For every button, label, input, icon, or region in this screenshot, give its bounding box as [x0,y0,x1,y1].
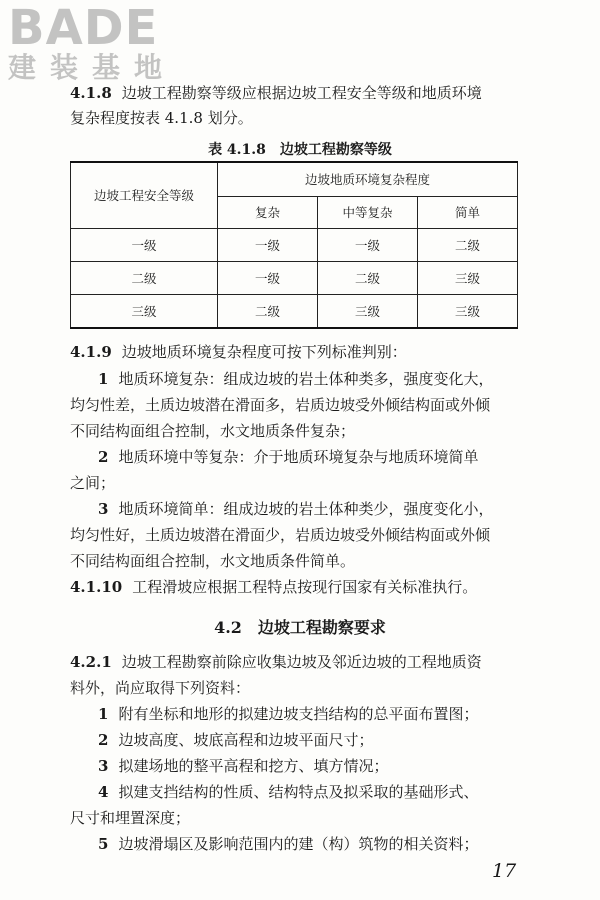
item-text-cont: 均匀性差，土质边坡潜在滑面多，岩质边坡受外倾结构面或外倾 [70,396,491,414]
item-number: 1 [98,370,109,388]
list-item [98,835,478,853]
list-item [98,731,373,749]
item-text-cont: 之间； [70,474,116,492]
clause-number: 4.1.9 [70,343,112,361]
item-text: 拟建支挡结构的性质、结构特点及拟采取的基础形式、 [118,783,479,801]
clause-4-1-8-cont: 复杂程度按表 4.1.8 划分。 [70,109,253,127]
survey-grade-table [70,161,518,329]
table-cell: 三级 [318,294,418,328]
item-number: 2 [98,731,109,749]
table-row [71,228,518,261]
item-number: 4 [98,783,109,801]
watermark-subtitle: 建装基地 [8,51,177,84]
item-text-cont: 均匀性好，土质边坡潜在滑面少，岩质边坡受外倾结构面或外倾 [70,526,491,544]
clause-number: 4.1.8 [70,84,112,102]
page-number: 17 [492,860,517,882]
table-row [71,261,518,294]
table-cell: 一级 [71,228,218,261]
clause-4-1-8 [70,84,482,102]
clause-text: 工程滑坡应根据工程特点按现行国家有关标准执行。 [132,578,478,596]
item-text: 地质环境中等复杂：介于地质环境复杂与地质环境简单 [118,448,479,466]
item-text-cont: 不同结构面组合控制，水文地质条件简单。 [70,552,356,570]
table-cell: 三级 [418,261,518,294]
section-number: 4.2 [214,618,242,637]
table-row [71,294,518,328]
clause-number: 4.1.10 [70,578,123,596]
item-number: 1 [98,705,109,723]
clause-4-2-1-cont: 料外，尚应取得下列资料： [70,679,251,697]
column-header: 复杂 [218,196,318,228]
watermark-logo [8,2,176,84]
list-item [98,500,493,518]
item-text: 地质环境复杂：组成边坡的岩土体种类多，强度变化大， [118,370,494,388]
clause-4-1-10 [70,578,477,596]
list-item [98,757,388,775]
table-cell: 二级 [71,261,218,294]
item-text-cont: 尺寸和埋置深度； [70,809,191,827]
item-text: 边坡高度、坡底高程和边坡平面尺寸； [118,731,374,749]
clause-number: 4.2.1 [70,653,112,671]
table-cell: 三级 [71,294,218,328]
table-cell: 一级 [318,228,418,261]
clause-text: 边坡工程勘察等级应根据边坡工程安全等级和地质环境 [121,84,482,102]
item-number: 3 [98,500,109,518]
item-text: 边坡滑塌区及影响范围内的建（构）筑物的相关资料； [118,835,479,853]
table-cell: 三级 [418,294,518,328]
section-title: 边坡工程勘察要求 [257,618,386,637]
column-header: 简单 [418,196,518,228]
item-text: 附有坐标和地形的拟建边坡支挡结构的总平面布置图； [118,705,479,723]
item-number: 2 [98,448,109,466]
item-number: 3 [98,757,109,775]
table-cell: 一级 [218,261,318,294]
clause-text: 边坡地质环境复杂程度可按下列标准判别： [121,343,407,361]
table-caption: 表 4.1.8 边坡工程勘察等级 [208,142,392,158]
list-item [98,448,478,466]
clause-text: 边坡工程勘察前除应收集边坡及邻近边坡的工程地质资 [121,653,482,671]
table-cell: 二级 [218,294,318,328]
list-item [98,783,478,801]
list-item [98,705,478,723]
column-header: 中等复杂 [318,196,418,228]
item-text: 地质环境简单：组成边坡的岩土体种类少，强度变化小， [118,500,494,518]
group-header-cell: 边坡地质环境复杂程度 [218,162,518,196]
table-cell: 一级 [218,228,318,261]
item-text-cont: 不同结构面组合控制，水文地质条件复杂； [70,422,356,440]
list-item [98,370,493,388]
row-header-cell: 边坡工程安全等级 [71,162,218,228]
table-cell: 二级 [418,228,518,261]
watermark-brand: BADE [8,0,159,56]
clause-4-1-9 [70,343,407,361]
table-cell: 二级 [318,261,418,294]
clause-4-2-1 [70,653,482,671]
item-text: 拟建场地的整平高程和挖方、填方情况； [118,757,389,775]
item-number: 5 [98,835,109,853]
section-heading [0,615,600,638]
